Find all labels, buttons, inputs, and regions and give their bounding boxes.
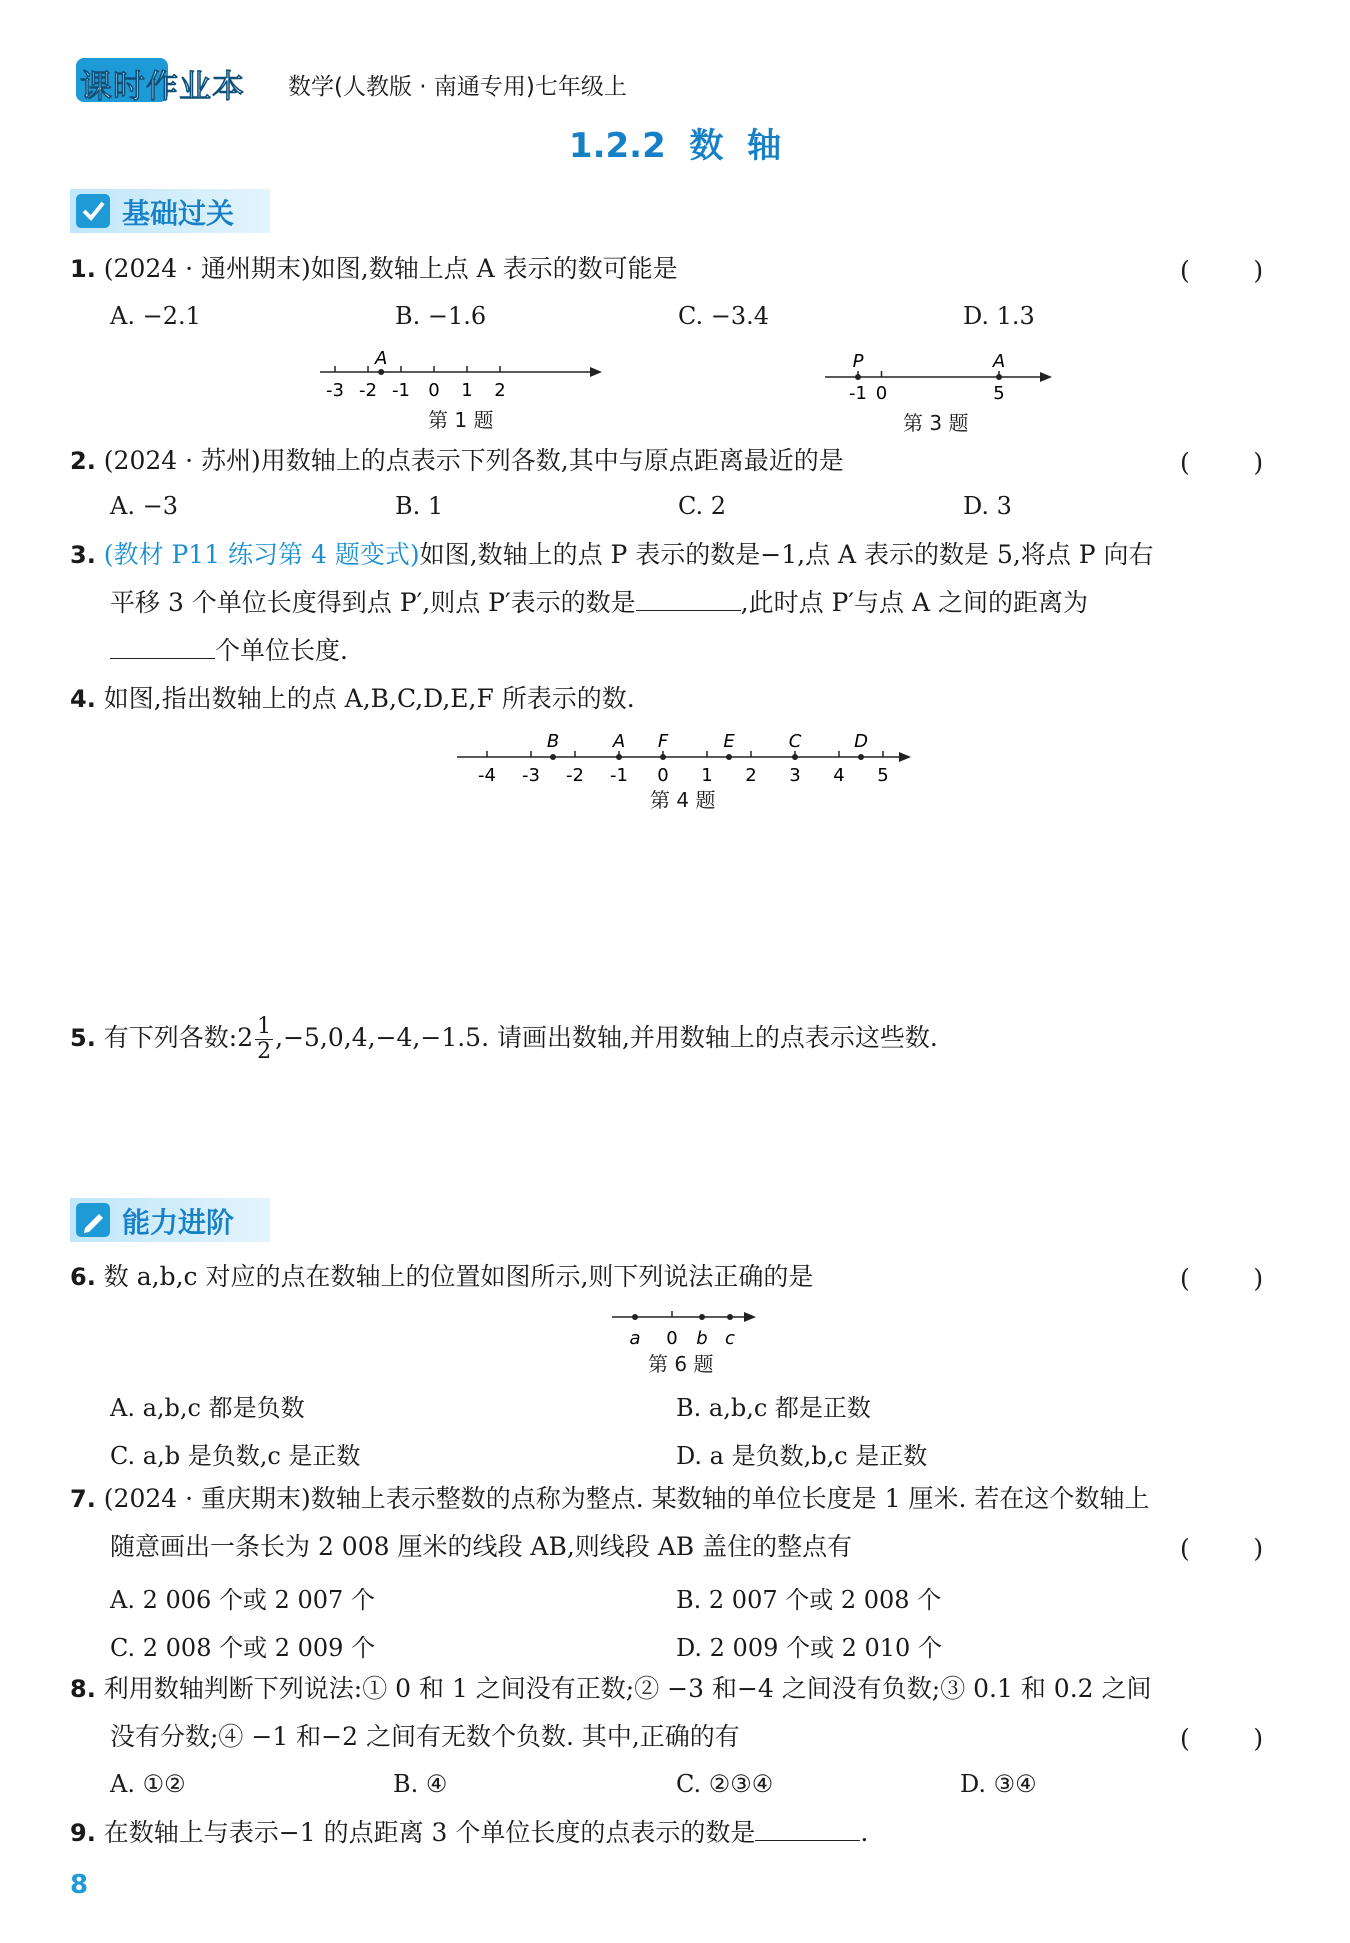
point-d-label: D	[854, 731, 868, 752]
q2-option-d[interactable]: D. 3	[963, 492, 1012, 520]
svg-text:0: 0	[666, 1328, 678, 1349]
point-c-dot	[792, 754, 798, 760]
answer-paren-8[interactable]: ( )	[1180, 1724, 1264, 1753]
tick-label: 4	[833, 765, 845, 786]
figure-1-caption: 第 1 题	[428, 408, 494, 432]
tick-label: 2	[494, 380, 506, 401]
tick-label: 1	[701, 765, 713, 786]
checkbox-icon	[76, 194, 110, 228]
section-advanced: 能力进阶	[70, 1198, 270, 1242]
q1-option-a[interactable]: A. −2.1	[110, 302, 201, 330]
fraction-one-half: $\frac{1}{2}$	[257, 1014, 272, 1064]
tick-label: -2	[566, 765, 584, 786]
point-a-dot	[632, 1314, 638, 1320]
page-number: 8	[70, 1870, 89, 1900]
tick-label: 2	[745, 765, 757, 786]
question-3: 3. (教材 P11 练习第 4 题变式)如图,数轴上的点 P 表示的数是−1,点 A 表示的数是 5,将点 P 向右	[70, 540, 1154, 569]
question-1: 1. (2024 · 通州期末)如图,数轴上点 A 表示的数可能是	[70, 254, 678, 283]
answer-paren-7[interactable]: ( )	[1180, 1534, 1264, 1563]
section-basic: 基础过关	[70, 189, 270, 233]
question-3-line-3: 个单位长度.	[110, 634, 348, 668]
page-title: 1.2.2 数 轴	[568, 126, 782, 166]
tick-label: -1	[392, 380, 410, 401]
question-4: 4. 如图,指出数轴上的点 A,B,C,D,E,F 所表示的数.	[70, 684, 635, 713]
logo-text: 课时作业本	[80, 67, 246, 105]
point-a-label: A	[612, 731, 626, 752]
q1-option-d[interactable]: D. 1.3	[963, 302, 1035, 330]
tick-label: -2	[359, 380, 377, 401]
q6-option-c[interactable]: C. a,b 是负数,c 是正数	[110, 1442, 361, 1470]
q3-blank-1[interactable]	[636, 588, 741, 611]
point-c-label: C	[788, 731, 802, 752]
q1-option-b[interactable]: B. −1.6	[395, 302, 487, 330]
point-a-dot	[996, 374, 1002, 380]
point-a-label: A	[992, 351, 1006, 372]
question-2: 2. (2024 · 苏州)用数轴上的点表示下列各数,其中与原点距离最近的是	[70, 446, 844, 475]
tick-label: -3	[522, 765, 540, 786]
q7-option-d[interactable]: D. 2 009 个或 2 010 个	[676, 1634, 942, 1662]
figure-1-number-line	[310, 345, 610, 405]
q2-option-b[interactable]: B. 1	[395, 492, 444, 520]
q7-option-b[interactable]: B. 2 007 个或 2 008 个	[676, 1586, 942, 1614]
tick-label: 1	[461, 380, 473, 401]
tick-label: -4	[478, 765, 496, 786]
point-c-dot	[727, 1314, 733, 1320]
answer-paren-2[interactable]: ( )	[1180, 448, 1264, 477]
q7-option-a[interactable]: A. 2 006 个或 2 007 个	[110, 1586, 375, 1614]
question-5: 5. 有下列各数:2 $\frac{1}{2}$ ,−5,0,4,−4,−1.5. 请画出数轴,并用数轴上的点表示这些数.	[70, 1014, 938, 1064]
q6-option-d[interactable]: D. a 是负数,b,c 是正数	[676, 1442, 928, 1470]
pencil-icon	[76, 1203, 110, 1237]
point-f-label: F	[657, 731, 669, 752]
tick-label: 0	[875, 383, 888, 404]
point-b-dot	[550, 754, 556, 760]
point-a-label: A	[375, 348, 388, 369]
question-6: 6. 数 a,b,c 对应的点在数轴上的位置如图所示,则下列说法正确的是	[70, 1262, 814, 1291]
q3-source: (教材 P11 练习第 4 题变式)	[103, 540, 420, 569]
q8-option-a[interactable]: A. ①②	[110, 1770, 186, 1798]
header-logo	[76, 58, 276, 104]
answer-paren-6[interactable]: ( )	[1180, 1264, 1264, 1293]
tick-label: -1	[849, 383, 867, 404]
q9-blank[interactable]	[755, 1818, 860, 1841]
q2-option-c[interactable]: C. 2	[678, 492, 727, 520]
question-8-line-2: 没有分数;④ −1 和−2 之间有无数个负数. 其中,正确的有	[110, 1722, 740, 1751]
answer-paren-1[interactable]: ( )	[1180, 256, 1264, 285]
figure-6-number-line	[610, 1305, 760, 1351]
q2-option-a[interactable]: A. −3	[110, 492, 178, 520]
tick-label: 5	[877, 765, 889, 786]
point-b-dot	[699, 1314, 705, 1320]
svg-text:b: b	[696, 1328, 708, 1349]
q6-option-a[interactable]: A. a,b,c 都是负数	[110, 1394, 305, 1422]
point-a-dot	[616, 754, 622, 760]
figure-4-caption: 第 4 题	[650, 788, 716, 812]
tick-label: -3	[326, 380, 344, 401]
figure-4-number-line	[455, 727, 925, 789]
point-f-dot	[660, 754, 666, 760]
svg-text:a: a	[629, 1328, 641, 1349]
point-e-dot	[726, 754, 732, 760]
q3-blank-2[interactable]	[110, 636, 215, 659]
figure-3-caption: 第 3 题	[903, 411, 969, 435]
question-8: 8. 利用数轴判断下列说法:① 0 和 1 之间没有正数;② −3 和−4 之间没有负数;③ 0.1 和 0.2 之间	[70, 1674, 1152, 1703]
q1-option-c[interactable]: C. −3.4	[678, 302, 770, 330]
q8-option-c[interactable]: C. ②③④	[676, 1770, 774, 1798]
figure-6-caption: 第 6 题	[648, 1352, 714, 1376]
q6-option-b[interactable]: B. a,b,c 都是正数	[676, 1394, 871, 1422]
tick-label: 3	[789, 765, 801, 786]
point-b-label: B	[546, 731, 560, 752]
tick-label: 0	[428, 380, 440, 401]
point-e-label: E	[723, 731, 735, 752]
q7-option-c[interactable]: C. 2 008 个或 2 009 个	[110, 1634, 376, 1662]
point-p-dot	[855, 374, 861, 380]
tick-label: -1	[610, 765, 628, 786]
figure-3-number-line	[820, 345, 1060, 405]
svg-text:c: c	[725, 1328, 735, 1349]
q8-option-d[interactable]: D. ③④	[960, 1770, 1037, 1798]
tick-label: 5	[993, 383, 1005, 404]
point-p-label: P	[852, 351, 864, 372]
question-3-line-2: 平移 3 个单位长度得到点 P′,则点 P′表示的数是 ,此时点 P′与点 A 之间的距离为	[110, 588, 1088, 617]
point-a-dot	[378, 369, 384, 375]
question-7: 7. (2024 · 重庆期末)数轴上表示整数的点称为整点. 某数轴的单位长度是 1 厘米. 若在这个数轴上	[70, 1484, 1150, 1513]
q8-option-b[interactable]: B. ④	[393, 1770, 448, 1798]
point-d-dot	[858, 754, 864, 760]
question-7-line-2: 随意画出一条长为 2 008 厘米的线段 AB,则线段 AB 盖住的整点有	[110, 1532, 853, 1561]
tick-label: 0	[657, 765, 669, 786]
book-title: 数学(人教版 · 南通专用)七年级上	[288, 74, 627, 100]
question-9: 9. 在数轴上与表示−1 的点距离 3 个单位长度的点表示的数是 .	[70, 1818, 869, 1847]
